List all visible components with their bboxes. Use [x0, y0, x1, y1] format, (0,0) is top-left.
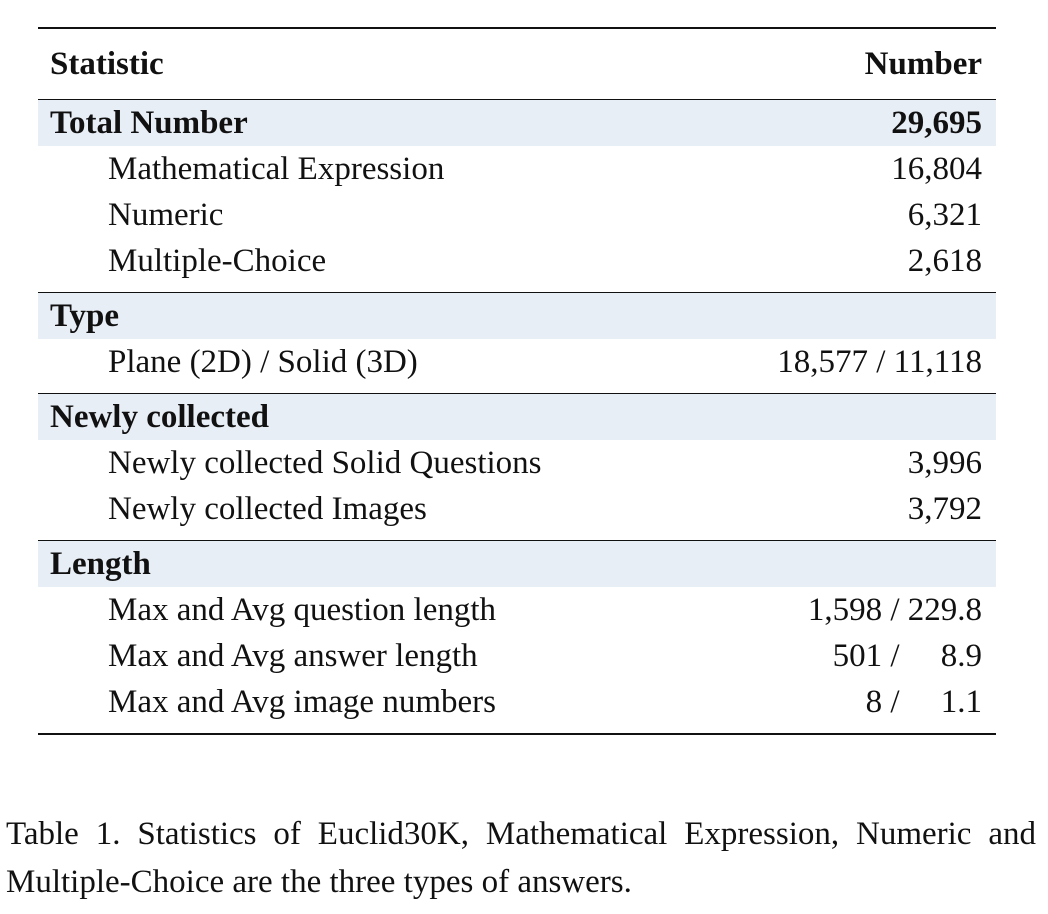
table-row [38, 440, 996, 486]
table-row [38, 633, 996, 679]
row-value: 3,996 [907, 445, 982, 481]
spacer-row [38, 725, 996, 734]
row-value: 16,804 [891, 151, 982, 187]
table-row [38, 679, 996, 725]
row-label: Max and Avg image numbers [108, 684, 496, 720]
table-row [38, 486, 996, 532]
row-value: 18,577 / 11,118 [777, 344, 982, 380]
row-value: 3,792 [907, 491, 982, 527]
section-row-type [38, 293, 996, 340]
statistics-table-container [38, 27, 996, 735]
spacer-row [38, 532, 996, 541]
row-value: 501 / 8.9 [832, 638, 982, 674]
section-total [706, 541, 996, 588]
section-row-length [38, 541, 996, 588]
table-row [38, 146, 996, 192]
section-total: 29,695 [706, 100, 996, 147]
row-value: 2,618 [907, 243, 982, 279]
table-row [38, 339, 996, 385]
header-statistic: Statistic [50, 46, 164, 82]
row-label: Newly collected Images [108, 491, 427, 527]
section-title: Length [38, 541, 706, 588]
row-value: 1,598 / 229.8 [807, 592, 982, 628]
row-value: 8 / 1.1 [865, 684, 982, 720]
spacer-row [38, 284, 996, 293]
section-title: Newly collected [38, 394, 706, 441]
row-label: Max and Avg question length [108, 592, 497, 628]
spacer-row [38, 385, 996, 394]
row-label: Max and Avg answer length [108, 638, 478, 674]
section-row-total-number [38, 100, 996, 147]
row-label: Multiple-Choice [108, 243, 327, 279]
table-row [38, 238, 996, 284]
row-label: Newly collected Solid Questions [108, 445, 542, 481]
table-caption: Table 1. Statistics of Euclid30K, Mathematical Expression, Numeric and Multiple-Choice are the three types of answers. [6, 816, 1036, 900]
section-total [706, 293, 996, 340]
table-row [38, 587, 996, 633]
row-label: Plane (2D) / Solid (3D) [108, 344, 418, 380]
table-header-row [38, 28, 996, 100]
header-number: Number [864, 46, 982, 82]
section-title: Type [38, 293, 706, 340]
section-total [706, 394, 996, 441]
table-row [38, 192, 996, 238]
row-label: Mathematical Expression [108, 151, 445, 187]
section-title: Total Number [38, 100, 706, 147]
row-value: 6,321 [907, 197, 982, 233]
row-label: Numeric [108, 197, 224, 233]
section-row-newly-collected [38, 394, 996, 441]
statistics-table [38, 27, 996, 735]
